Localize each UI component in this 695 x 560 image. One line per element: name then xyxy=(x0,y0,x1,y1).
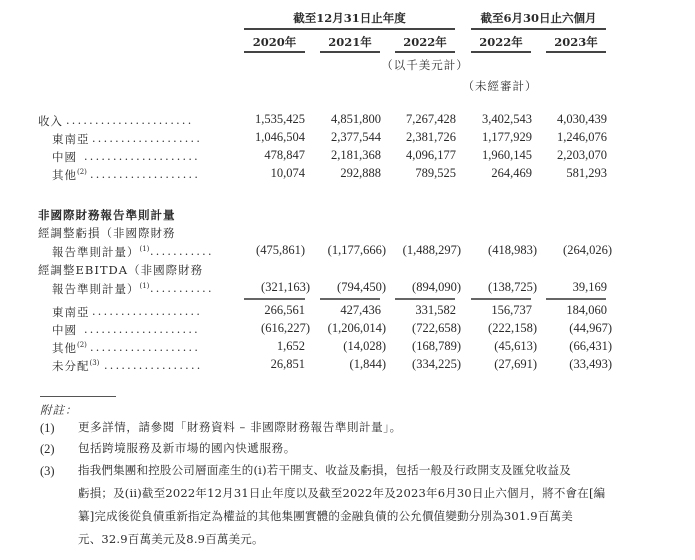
cell-value: 7,267,428 xyxy=(406,112,456,126)
cell-value: (45,613) xyxy=(494,339,537,353)
cell-value: 581,293 xyxy=(566,166,607,180)
cell-value: (1,488,297) xyxy=(402,243,461,257)
cell-value: (616,227) xyxy=(261,321,310,335)
note-text: 更多詳情，請參閱「財務資料 – 非國際財務報告準則計量」。 xyxy=(78,420,402,434)
row-label-text: 報告準則計量） xyxy=(52,282,140,296)
col-rule xyxy=(546,51,606,53)
cell-value: 10,074 xyxy=(270,166,305,180)
col-rule xyxy=(471,51,531,53)
row-label: 經調整虧損（非國際財務 xyxy=(38,226,176,240)
cell-value: (44,967) xyxy=(569,321,612,335)
cell-value: 4,096,177 xyxy=(406,148,456,162)
cell-value: 1,046,504 xyxy=(255,130,305,144)
leader-dots: ................... xyxy=(90,168,201,181)
cell-value: 1,177,929 xyxy=(482,130,532,144)
cell-value: (1,844) xyxy=(349,357,386,371)
cell-value: 264,469 xyxy=(491,166,532,180)
row-label: 經調整EBITDA（非國際財務 xyxy=(38,263,204,277)
header-rule-interim xyxy=(471,28,606,30)
cell-value: 2,381,726 xyxy=(406,130,456,144)
col-header-2022: 2022年 xyxy=(403,35,447,49)
cell-value: 3,402,543 xyxy=(482,112,532,126)
cell-value: (321,163) xyxy=(261,280,310,294)
cell-value: 1,246,076 xyxy=(557,130,607,144)
cell-value: (475,861) xyxy=(256,243,305,257)
cell-value: (794,450) xyxy=(337,280,386,294)
cell-value: (1,177,666) xyxy=(327,243,386,257)
header-rule-annual xyxy=(244,28,455,30)
cell-value: (1,206,014) xyxy=(327,321,386,335)
col-rule xyxy=(395,51,455,53)
leader-dots: ...................... xyxy=(66,114,194,127)
note-marker: (2) xyxy=(40,442,55,456)
leader-dots: ........... xyxy=(150,245,214,258)
cell-value: (168,789) xyxy=(412,339,461,353)
note-marker: (1) xyxy=(40,421,55,435)
subtotal-rule xyxy=(320,298,380,300)
cell-value: 331,582 xyxy=(415,303,456,317)
cell-value: (722,658) xyxy=(412,321,461,335)
cell-value: (264,026) xyxy=(563,243,612,257)
leader-dots: ................... xyxy=(92,305,203,318)
subtotal-rule xyxy=(546,298,606,300)
col-header-2020: 2020年 xyxy=(252,35,297,49)
subtotal-rule xyxy=(244,298,305,300)
cell-value: (894,090) xyxy=(412,280,461,294)
cell-value: (33,493) xyxy=(569,357,612,371)
cell-value: 266,561 xyxy=(264,303,305,317)
cell-value: 1,535,425 xyxy=(255,112,305,126)
leader-dots: ................. xyxy=(104,359,203,372)
cell-value: 4,851,800 xyxy=(331,112,381,126)
row-label-text: 未分配 xyxy=(52,359,90,373)
cell-value: (418,983) xyxy=(488,243,537,257)
row-label-text: 報告準則計量） xyxy=(52,245,140,259)
cell-value: (14,028) xyxy=(343,339,386,353)
cell-value: 2,203,070 xyxy=(557,148,607,162)
row-label-continued xyxy=(52,244,149,260)
row-label-text: 其他 xyxy=(52,168,77,182)
cell-value: (66,431) xyxy=(569,339,612,353)
col-header-2022-h1: 2022年 xyxy=(479,35,523,49)
unaudited-note: （未經審計） xyxy=(462,79,538,93)
cell-value: 292,888 xyxy=(340,166,381,180)
group-header-annual: 截至12月31日止年度 xyxy=(293,11,406,25)
footnote-ref: (1) xyxy=(139,282,150,291)
row-label: 中國 xyxy=(52,323,77,337)
note-text-line: 虧損；及(ii)截至2022年12月31日止年度以及截至2022年及2023年6月30日止六個月，將不會在[編 xyxy=(78,486,606,500)
cell-value: 184,060 xyxy=(566,303,607,317)
leader-dots: ................... xyxy=(90,341,201,354)
row-label: 東南亞 xyxy=(52,132,90,146)
footnote-ref: (3) xyxy=(89,359,100,368)
leader-dots: .................... xyxy=(84,150,200,163)
footnote-ref: (2) xyxy=(77,168,87,177)
col-rule xyxy=(320,51,380,53)
leader-dots: .................... xyxy=(84,323,200,336)
note-text-line: 元、32.9百萬美元及8.9百萬美元。 xyxy=(78,532,264,546)
note-marker: (3) xyxy=(40,464,55,478)
row-label-continued xyxy=(52,281,149,297)
section-title-non-ifrs: 非國際財務報告準則計量 xyxy=(38,208,176,222)
row-label: 中國 xyxy=(52,150,77,164)
row-label-text: 其他 xyxy=(52,341,77,355)
cell-value: 789,525 xyxy=(415,166,456,180)
cell-value: 26,851 xyxy=(270,357,305,371)
cell-value: 478,847 xyxy=(264,148,305,162)
cell-value: 4,030,439 xyxy=(557,112,607,126)
leader-dots: ................... xyxy=(92,132,203,145)
cell-value: (27,691) xyxy=(494,357,537,371)
notes-title: 附註： xyxy=(40,403,78,417)
cell-value: 2,377,544 xyxy=(331,130,381,144)
cell-value: (222,158) xyxy=(488,321,537,335)
cell-value: (334,225) xyxy=(412,357,461,371)
footnote-ref: (1) xyxy=(139,245,150,254)
footnote-ref: (2) xyxy=(77,341,87,350)
unit-note: （以千美元計） xyxy=(381,58,469,72)
row-label xyxy=(52,358,99,374)
subtotal-rule xyxy=(471,298,531,300)
note-text-line: 指我們集團和控股公司層面產生的(i)若干開支、收益及虧損，包括一般及行政開支及匯兌收益及 xyxy=(78,463,571,477)
cell-value: 2,181,368 xyxy=(331,148,381,162)
leader-dots: ........... xyxy=(150,282,214,295)
group-header-interim: 截至6月30日止六個月 xyxy=(480,11,597,25)
cell-value: 39,169 xyxy=(572,280,607,294)
cell-value: 427,436 xyxy=(340,303,381,317)
col-header-2023-h1: 2023年 xyxy=(554,35,598,49)
notes-divider xyxy=(40,396,116,397)
cell-value: 156,737 xyxy=(491,303,532,317)
row-label: 收入 xyxy=(38,114,63,128)
col-header-2021: 2021年 xyxy=(328,35,372,49)
cell-value: 1,960,145 xyxy=(482,148,532,162)
note-text-line: 纂]完成後從負債重新指定為權益的其他集團實體的金融負債的公允價值變動分別為301.9百萬美 xyxy=(78,509,573,523)
col-rule xyxy=(244,51,305,53)
row-label xyxy=(52,167,87,183)
cell-value: 1,652 xyxy=(276,339,305,353)
cell-value: (138,725) xyxy=(488,280,537,294)
note-text: 包括跨境服務及新市場的國內快遞服務。 xyxy=(78,441,296,455)
subtotal-rule xyxy=(395,298,455,300)
row-label: 東南亞 xyxy=(52,305,90,319)
row-label xyxy=(52,340,87,356)
